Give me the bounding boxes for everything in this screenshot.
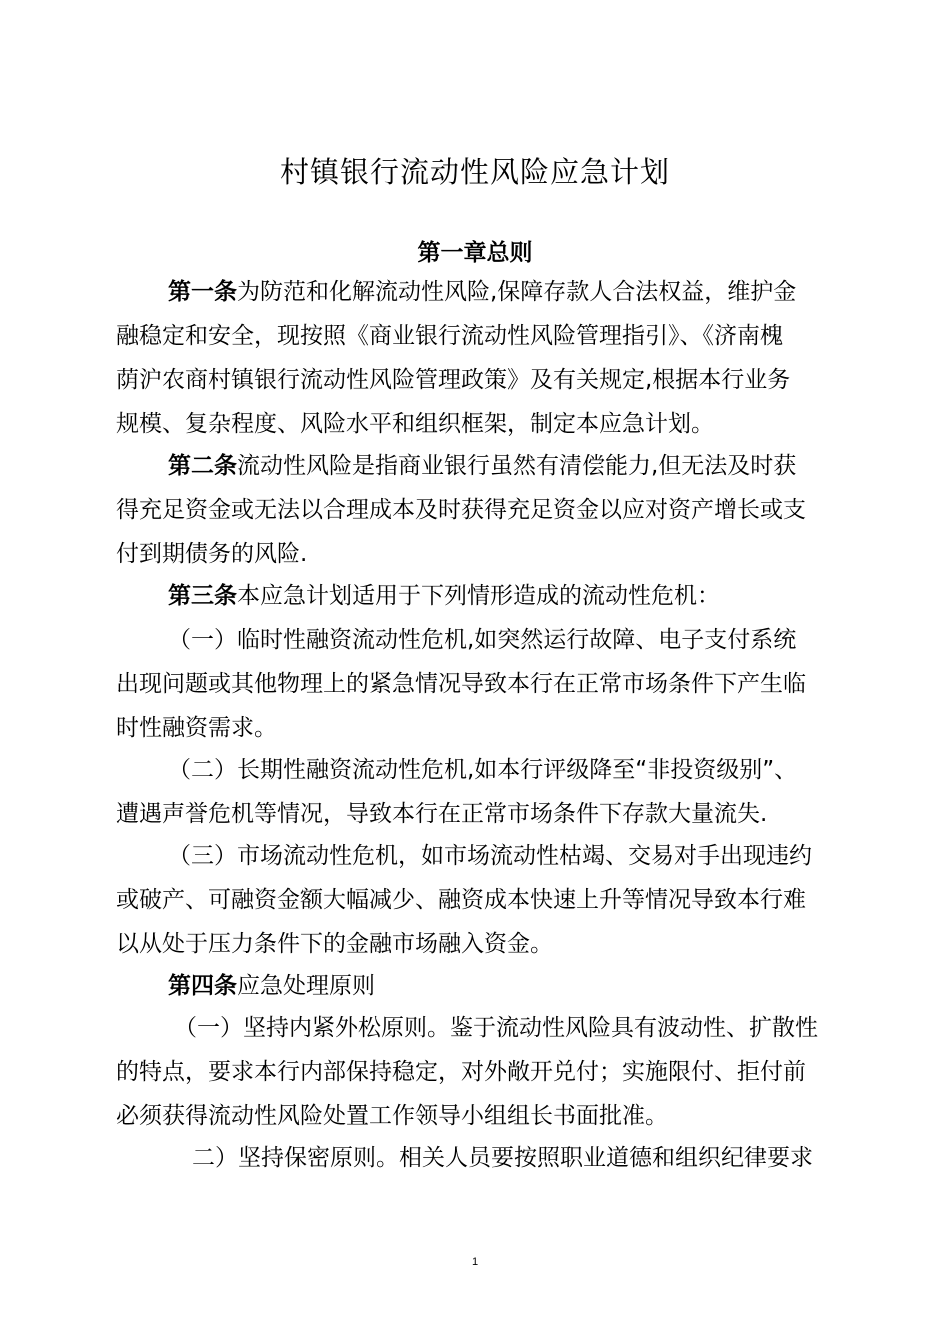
article-1 <box>116 270 854 446</box>
article-4-line-1: 第四条应急处理原则 <box>168 973 375 999</box>
article-4-item-1-line-1: （一）坚持内紧外松原则。鉴于流动性风险具有波动性、扩散性 <box>174 1015 818 1041</box>
article-4-item-2-line-1: 二）坚持保密原则。相关人员要按照职业道德和组织纪律要求 <box>192 1145 813 1171</box>
article-1-line-2: 融稳定和安全，现按照《商业银行流动性风险管理指引》、《济南槐 <box>116 323 783 349</box>
page-number: 1 <box>471 1256 479 1268</box>
article-1-line-4: 规模、复杂程度、风险水平和组织框架，制定本应急计划。 <box>116 411 714 437</box>
article-3-item-3-line-1: （三）市场流动性危机，如市场流动性枯竭、交易对手出现违约 <box>168 843 812 869</box>
article-3-item-1-line-1: （一）临时性融资流动性危机,如突然运行故障、电子支付系统 <box>168 627 797 653</box>
article-2-line-1: 第二条流动性风险是指商业银行虽然有清偿能力,但无法及时获 <box>168 453 797 479</box>
article-2 <box>116 444 854 576</box>
article-4-item-1-line-2: 的特点，要求本行内部保持稳定，对外敞开兑付；实施限付、拒付前 <box>116 1059 806 1085</box>
article-2-line-3: 付到期债务的风险. <box>116 541 308 567</box>
article-3-item-3-line-3: 以从处于压力条件下的金融市场融入资金。 <box>116 931 553 957</box>
article-3-item-1-line-3: 时性融资需求。 <box>116 715 277 741</box>
document-title: 村镇银行流动性风险应急计划 <box>279 155 670 189</box>
article-3-item-2-line-1: （二）长期性融资流动性危机,如本行评级降至“非投资级别”、 <box>168 757 798 783</box>
article-1-line-1: 第一条为防范和化解流动性风险,保障存款人合法权益，维护金 <box>168 279 797 305</box>
article-3 <box>116 574 854 618</box>
article-2-line-2: 得充足资金或无法以合理成本及时获得充足资金以应对资产增长或支 <box>116 497 806 523</box>
article-4-item-1 <box>116 1006 854 1138</box>
article-3-label: 第三条 <box>168 583 237 609</box>
article-3-item-3 <box>116 834 854 966</box>
article-3-item-2-line-2: 遭遇声誉危机等情况，导致本行在正常市场条件下存款大量流失. <box>116 801 768 827</box>
article-4-item-2 <box>116 1136 854 1180</box>
article-3-line-1: 第三条本应急计划适用于下列情形造成的流动性危机： <box>168 583 720 609</box>
article-3-item-3-line-2: 或破产、可融资金额大幅减少、融资成本快速上升等情况导致本行难 <box>116 887 806 913</box>
article-4 <box>116 964 854 1008</box>
article-1-line-3: 荫沪农商村镇银行流动性风险管理政策》及有关规定,根据本行业务 <box>116 367 791 393</box>
article-4-label: 第四条 <box>168 973 237 999</box>
chapter-heading: 第一章总则 <box>417 240 533 266</box>
article-2-label: 第二条 <box>168 453 237 479</box>
article-3-item-1-line-2: 出现问题或其他物理上的紧急情况导致本行在正常市场条件下产生临 <box>116 671 806 697</box>
article-3-item-1 <box>116 618 854 750</box>
article-1-label: 第一条 <box>168 279 237 305</box>
article-3-item-2 <box>116 748 854 836</box>
article-4-item-1-line-3: 必须获得流动性风险处置工作领导小组组长书面批准。 <box>116 1103 668 1129</box>
